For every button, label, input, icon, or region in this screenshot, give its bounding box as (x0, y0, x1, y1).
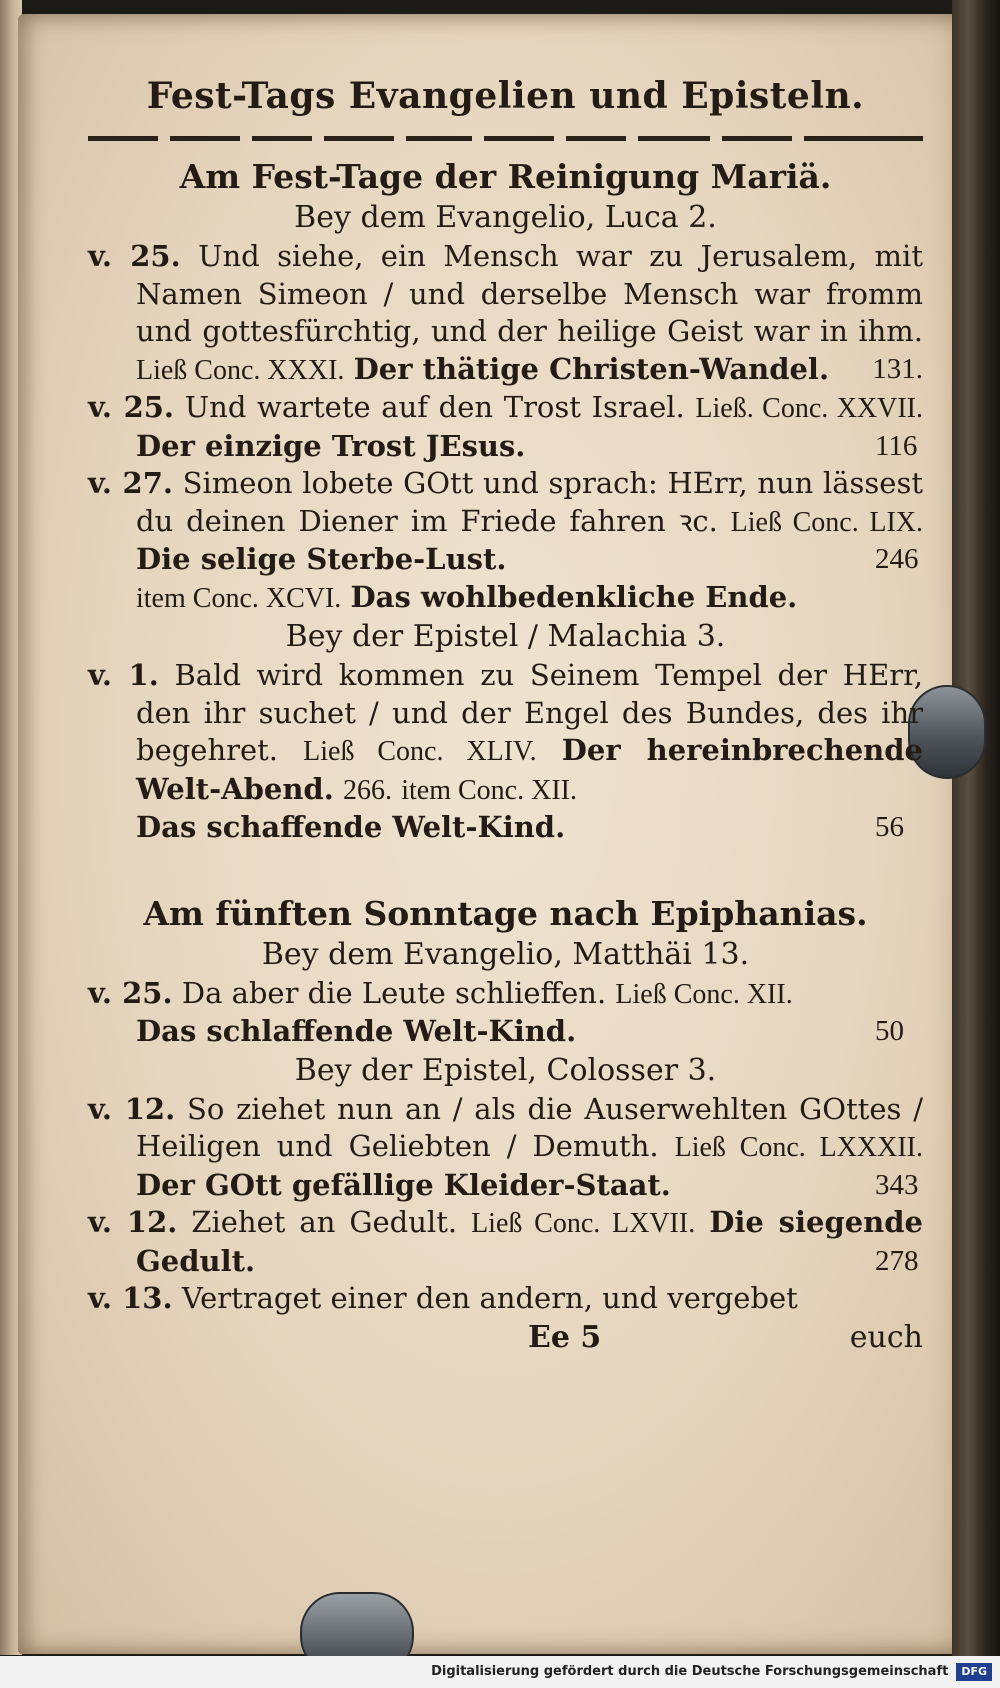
verse-number: v. 25. (88, 390, 175, 424)
sermon-reference: Ließ Conc. XLIV. (303, 736, 537, 767)
page-text (88, 70, 923, 1358)
section-title: Am fünften Sonntage nach Epiphanias. (143, 893, 868, 933)
verse-text: Ziehet an Gedult. (191, 1205, 458, 1239)
verse-text: So ziehet nun an / als die Auserwehlten GOttes / Heiligen und Geliebten / Demuth. (136, 1091, 923, 1163)
sermon-reference: Ließ Conc. XII. (615, 978, 793, 1010)
page-reference: 266. (343, 774, 393, 806)
catchword: euch (849, 1319, 923, 1355)
verse-number: v. 13. (88, 1281, 173, 1315)
sermon-topic: Das schlaffende Welt-Kind. (136, 1014, 577, 1048)
sermon-topic: Die selige Sterbe-Lust. (136, 542, 507, 576)
verse-entry: v. 25. Und wartete auf den Trost Israel. Ließ. Conc. XXVII. Der einzige Trost JEsus. 116 (88, 390, 924, 463)
sermon-reference: Ließ Conc. XXXI. (136, 354, 345, 386)
verse-entry: v. 12. So ziehet nun an / als die Auserwehlten GOttes / Heiligen und Geliebten / Demuth. Ließ Conc. LXXXII. Der GOtt gefällige Kleider-Staat. 343 (88, 1091, 923, 1202)
page-stack-edge (952, 0, 1000, 1660)
reading-heading: Bey der Epistel, Colosser 3. (294, 1052, 717, 1088)
digitization-credit (0, 1656, 1000, 1688)
sermon-topic: Der thätige Christen-Wandel. (353, 351, 830, 386)
verse-number: v. 27. (88, 466, 173, 500)
verse-text: Vertraget einer den andern, und vergebet (181, 1281, 798, 1315)
verse-text: Da aber die Leute schlieffen. (181, 975, 607, 1010)
sermon-topic-alt: Das wohlbedenkliche Ende. (350, 579, 798, 614)
sermon-topic: Der einzige Trost JEsus. (136, 428, 526, 463)
sermon-reference-alt: item Conc. XCVI. (136, 582, 342, 614)
sermon-reference-alt: item Conc. XII. (401, 774, 577, 806)
verse-entry: v. 27. Simeon lobete GOtt und sprach: HErr, nun lässest du deinen Diener im Friede fahren ꝛc. Ließ Conc. LIX. Die selige Sterbe-Lust. 246 item Conc. XCVI. Das wohlbedenkliche Ende. (88, 466, 924, 614)
sermon-reference: Ließ. Conc. XXVII. (695, 393, 924, 424)
sermon-topic: Die siegende Gedult. (136, 1205, 923, 1278)
verse-text: Simeon lobete GOtt und sprach: HErr, nun lässest du deinen Diener im Friede fahren ꝛc. (136, 466, 923, 538)
sermon-topic: Der GOtt gefällige Kleider-Staat. (136, 1167, 671, 1202)
verse-number: v. 12. (88, 1205, 178, 1239)
head-rule (88, 132, 923, 148)
running-head: Fest-Tags Evangelien und Episteln. (146, 75, 865, 117)
verse-number: v. 12. (88, 1091, 176, 1126)
verse-number: v. 1. (88, 658, 159, 692)
signature-line (88, 1318, 923, 1358)
section-title: Am Fest-Tage der Reinigung Mariä. (179, 157, 832, 196)
verse-text: Und wartete auf den Trost Israel. (184, 390, 685, 424)
verse-text: Und siehe, ein Mensch war zu Jerusalem, mit Namen Simeon / und derselbe Mensch war fromm und gottesfürchtig, und der heilige Geist war in ihm. (136, 239, 923, 348)
sermon-reference: Ließ Conc. LIX. (730, 506, 924, 538)
verse-entry: v. 12. Ziehet an Gedult. Ließ Conc. LXVII. Die siegende Gedult. 278 (88, 1205, 923, 1278)
verse-entry: v. 1. Bald wird kommen zu Seinem Tempel der HErr, den ihr suchet / und der Engel des Bundes, des ihr begehret. Ließ Conc. XLIV. Der hereinbrechende Welt-Abend. 266. item Conc. XII. Das schaffende Welt-Kind. 56 (88, 658, 923, 844)
verse-entry (88, 238, 923, 389)
sermon-topic-alt: Das schaffende Welt-Kind. (136, 810, 566, 844)
reading-heading: Bey dem Evangelio, Matthäi 13. (261, 936, 750, 972)
reading-heading: Bey der Epistel / Malachia 3. (285, 619, 726, 654)
credit-text: Digitalisierung gefördert durch die Deutsche Forschungsgemeinschaft (431, 1664, 949, 1679)
sermon-topic: Der hereinbrechende Welt-Abend. (136, 733, 923, 806)
page-reference: 131. (872, 352, 923, 385)
verse-text: Bald wird kommen zu Seinem Tempel der HErr, den ihr suchet / und der Engel des Bundes, des ihr begehret. (136, 658, 923, 767)
verse-number: v. 25. (88, 239, 181, 273)
sermon-reference: Ließ Conc. LXVII. (471, 1208, 696, 1239)
verse-entry: v. 25. Da aber die Leute schlieffen. Ließ Conc. XII. Das schlaffende Welt-Kind. 50 (88, 975, 904, 1048)
verse-entry (88, 1280, 923, 1318)
signature-mark: Ee 5 (528, 1319, 602, 1355)
sermon-reference: Ließ Conc. LXXXII. (674, 1132, 923, 1163)
verse-number: v. 25. (88, 975, 173, 1010)
dfg-logo: DFG (956, 1663, 992, 1681)
reading-heading: Bey dem Evangelio, Luca 2. (294, 200, 717, 235)
